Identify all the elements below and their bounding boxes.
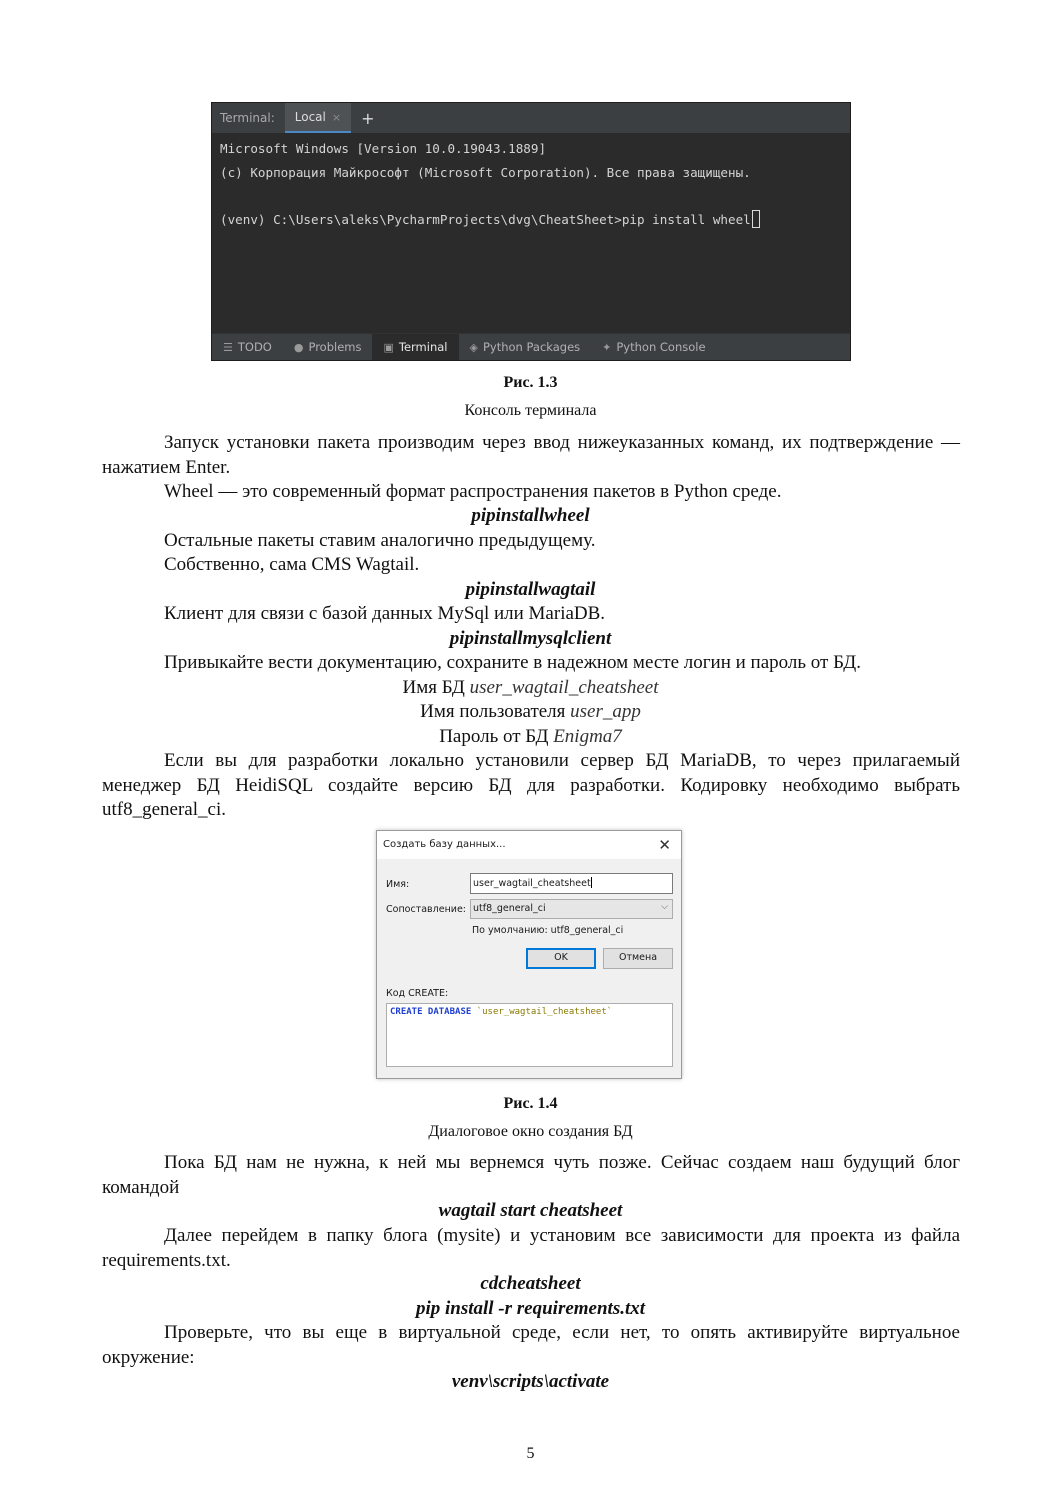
database-name-input[interactable] [470,873,673,894]
toolbar-python-packages[interactable] [459,334,592,360]
paragraph: Проверьте, что вы еще в виртуальной среде, если нет, то опять активируйте виртуальное окружение: [102,1322,960,1368]
toolbar-terminal[interactable] [372,334,458,360]
figure-number: Рис. 1.3 [503,374,558,391]
command: pipinstallwheel [471,505,590,526]
command: pipinstallwagtail [465,579,596,600]
figure-title: Консоль терминала [464,402,597,419]
db-user-label: Имя пользователя [420,701,566,722]
close-icon[interactable]: ✕ [658,836,671,854]
toolbar-python-console[interactable] [591,334,716,360]
database-name-value: user_wagtail_cheatsheet [473,878,591,889]
terminal-icon: ▣ [383,340,394,354]
db-pass-value: Enigma7 [553,726,622,747]
terminal-screenshot [211,102,851,361]
db-user-value: user_app [570,701,641,722]
paragraph: Остальные пакеты ставим аналогично предыдущему. [164,530,596,551]
db-pass-line [0,725,1061,749]
toolbar-label: Terminal [398,340,448,354]
toolbar-label: Python Packages [482,340,581,354]
text-cursor [752,210,760,228]
create-database-dialog [376,830,682,1079]
paragraph: Пока БД нам не нужна, к ней мы вернемся чуть позже. Сейчас создаем наш будущий блог командой [102,1152,960,1198]
create-code-label: Код CREATE: [386,988,449,999]
dialog-title: Создать базу данных... [383,839,506,850]
tab-local-label: Local [294,110,326,124]
paragraph: Клиент для связи с базой данных MySql или MariaDB. [164,603,606,624]
db-name-line [0,676,1061,700]
list-icon: ☰ [223,340,233,354]
python-console-icon: ✦ [602,340,612,354]
paragraph: Если вы для разработки локально установили сервер БД MariaDB, то через прилагаемый менеджер БД HeidiSQL создайте версию БД для разработки. Кодировку необходимо выбрать utf8_general_ci. [102,750,960,820]
terminal-header-label: Terminal: [220,111,275,125]
terminal-tab-bar [212,103,850,133]
db-name-value: user_wagtail_cheatsheet [469,677,659,698]
name-label: Имя: [386,879,410,890]
command: venv\scripts\activate [451,1371,610,1392]
page-number: 5 [526,1445,535,1462]
figure-title: Диалоговое окно создания БД [428,1123,633,1140]
terminal-output[interactable] [212,133,850,231]
paragraph: Далее перейдем в папку блога (mysite) и установим все зависимости для проекта из файла requirements.txt. [102,1225,960,1271]
terminal-prompt-line [220,208,842,232]
db-pass-label: Пароль от БД [439,726,549,747]
problems-icon: ● [293,340,304,354]
terminal-line [220,184,842,208]
toolbar-label: Problems [308,340,362,354]
close-icon[interactable]: × [331,110,342,124]
paragraph: Привыкайте вести документацию, сохраните в надежном месте логин и пароль от БД. [164,652,861,673]
collation-select[interactable] [470,899,673,919]
dialog-title-bar [377,831,681,859]
db-user-line [0,700,1061,724]
sql-identifier: `user_wagtail_cheatsheet` [476,1007,613,1017]
command: pipinstallmysqlclient [449,628,612,649]
tool-window-bar [212,333,850,360]
packages-icon: ◈ [469,340,478,354]
terminal-command: (venv) C:\Users\aleks\PycharmProjects\dvg\CheatSheet>pip install wheel [220,211,751,227]
command: cdcheatsheet [480,1273,581,1294]
sql-keyword: CREATE DATABASE [390,1007,472,1017]
terminal-line: (c) Корпорация Майкрософт (Microsoft Corporation). Все права защищены. [220,164,751,180]
paragraph: Запуск установки пакета производим через ввод нижеуказанных команд, их подтверждение — нажатием Enter. [102,432,960,478]
toolbar-todo[interactable] [212,334,283,360]
cancel-button[interactable]: Отмена [603,948,673,969]
create-code-editor[interactable] [386,1003,673,1067]
paragraph: Собственно, сама CMS Wagtail. [164,554,420,575]
terminal-line: Microsoft Windows [Version 10.0.19043.1889] [220,141,547,156]
toolbar-problems[interactable] [283,334,373,360]
figure-number: Рис. 1.4 [503,1095,558,1112]
collation-value: utf8_general_ci [473,903,546,914]
toolbar-label: TODO [237,340,272,354]
default-collation-hint: По умолчанию: utf8_general_ci [472,925,624,936]
collation-label: Сопоставление: [386,904,466,915]
ok-button[interactable]: OK [526,948,596,969]
add-tab-icon[interactable]: + [361,108,375,128]
tab-local[interactable] [285,103,351,133]
command: wagtail start cheatsheet [438,1200,623,1221]
text-caret [591,877,592,888]
toolbar-label: Python Console [616,340,706,354]
chevron-down-icon: ⌵ [661,902,668,912]
command: pip install -r requirements.txt [415,1298,646,1319]
db-name-label: Имя БД [402,677,465,698]
paragraph: Wheel — это современный формат распространения пакетов в Python среде. [164,481,782,502]
